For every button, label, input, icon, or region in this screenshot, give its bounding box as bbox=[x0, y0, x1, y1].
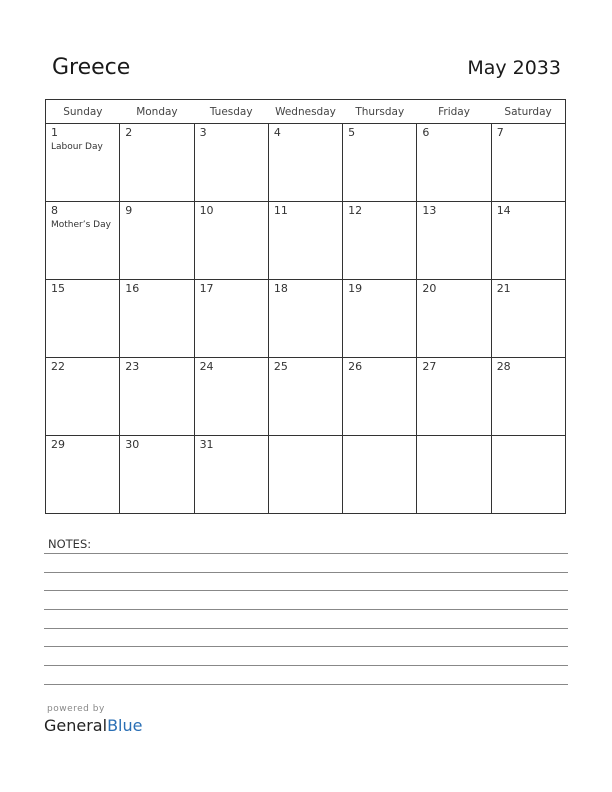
calendar-day-cell bbox=[343, 358, 417, 436]
day-number: 15 bbox=[51, 282, 65, 295]
calendar-week-row bbox=[46, 124, 566, 202]
note-line bbox=[44, 590, 568, 591]
day-number: 9 bbox=[125, 204, 133, 217]
calendar-day-cell bbox=[46, 436, 120, 514]
calendar-day-cell bbox=[46, 280, 120, 358]
notes-label: NOTES: bbox=[48, 537, 92, 551]
day-number: 31 bbox=[199, 438, 214, 451]
note-line bbox=[44, 553, 568, 554]
weekday-header: Monday bbox=[120, 100, 194, 124]
calendar-day-cell bbox=[268, 124, 342, 202]
calendar-day-cell bbox=[417, 202, 491, 280]
day-number: 26 bbox=[348, 360, 363, 373]
calendar-day-cell bbox=[417, 280, 491, 358]
note-line bbox=[44, 609, 568, 610]
day-number: 20 bbox=[422, 282, 437, 295]
note-line bbox=[44, 646, 568, 647]
day-number: 27 bbox=[422, 360, 437, 373]
month-year-title: May 2033 bbox=[467, 57, 561, 79]
day-number: 21 bbox=[496, 282, 511, 295]
calendar-day-cell bbox=[268, 202, 342, 280]
calendar-day-cell bbox=[120, 280, 194, 358]
day-number: 18 bbox=[273, 282, 288, 295]
calendar-day-cell bbox=[194, 280, 268, 358]
weekday-header: Thursday bbox=[343, 100, 417, 124]
day-number: 10 bbox=[199, 204, 214, 217]
calendar-day-cell bbox=[120, 436, 194, 514]
calendar-day-cell bbox=[417, 124, 491, 202]
calendar-week-row bbox=[46, 436, 566, 514]
calendar-day-cell bbox=[268, 280, 342, 358]
country-title: Greece bbox=[52, 55, 131, 80]
calendar-day-cell bbox=[343, 124, 417, 202]
calendar-day-cell bbox=[417, 436, 491, 514]
calendar-week-row bbox=[46, 358, 566, 436]
weekday-header-row bbox=[46, 100, 566, 124]
calendar-week-row bbox=[46, 280, 566, 358]
calendar-day-cell bbox=[46, 202, 120, 280]
calendar-day-cell bbox=[343, 280, 417, 358]
calendar-day-cell bbox=[417, 358, 491, 436]
weekday-header: Sunday bbox=[46, 100, 120, 124]
day-number: 22 bbox=[51, 360, 65, 373]
calendar-day-cell bbox=[46, 124, 120, 202]
day-number: 14 bbox=[496, 204, 511, 217]
calendar-day-cell bbox=[194, 436, 268, 514]
brand-logo bbox=[44, 716, 142, 735]
day-number: 6 bbox=[422, 126, 430, 139]
day-number: 8 bbox=[51, 204, 58, 217]
calendar-day-cell bbox=[194, 202, 268, 280]
note-line bbox=[44, 572, 568, 573]
calendar-day-cell bbox=[491, 202, 565, 280]
day-number: 12 bbox=[348, 204, 363, 217]
calendar-day-cell bbox=[491, 280, 565, 358]
calendar-day-cell bbox=[268, 358, 342, 436]
weekday-header: Tuesday bbox=[194, 100, 268, 124]
day-number: 2 bbox=[125, 126, 133, 139]
day-number: 24 bbox=[199, 360, 214, 373]
day-number: 3 bbox=[199, 126, 207, 139]
calendar-day-cell bbox=[120, 358, 194, 436]
calendar-day-cell bbox=[491, 436, 565, 514]
brand-general: General bbox=[44, 716, 108, 735]
calendar-day-cell bbox=[343, 436, 417, 514]
calendar-day-cell bbox=[120, 202, 194, 280]
day-number: 7 bbox=[496, 126, 504, 139]
holiday-label: Labour Day bbox=[51, 142, 103, 152]
brand-blue: Blue bbox=[107, 716, 143, 735]
calendar-day-cell bbox=[46, 358, 120, 436]
calendar-day-cell bbox=[120, 124, 194, 202]
calendar-week-row bbox=[46, 202, 566, 280]
day-number: 28 bbox=[496, 360, 511, 373]
day-number: 25 bbox=[273, 360, 288, 373]
day-number: 16 bbox=[125, 282, 140, 295]
day-number: 5 bbox=[348, 126, 356, 139]
day-number: 19 bbox=[348, 282, 363, 295]
weekday-header: Friday bbox=[417, 100, 491, 124]
day-number: 4 bbox=[273, 126, 281, 139]
day-number: 17 bbox=[199, 282, 214, 295]
calendar-day-cell bbox=[491, 358, 565, 436]
holiday-label: Mother’s Day bbox=[51, 220, 111, 230]
note-line bbox=[44, 628, 568, 629]
day-number: 23 bbox=[125, 360, 140, 373]
day-number: 29 bbox=[51, 438, 65, 451]
note-line bbox=[44, 665, 568, 666]
calendar-day-cell bbox=[194, 358, 268, 436]
weekday-header: Wednesday bbox=[268, 100, 342, 124]
calendar-day-cell bbox=[491, 124, 565, 202]
day-number: 30 bbox=[125, 438, 140, 451]
day-number: 11 bbox=[273, 204, 288, 217]
calendar-day-cell bbox=[194, 124, 268, 202]
day-number: 13 bbox=[422, 204, 437, 217]
powered-by-text: powered by bbox=[47, 704, 105, 714]
day-number: 1 bbox=[51, 126, 58, 139]
calendar-grid bbox=[45, 99, 566, 514]
weekday-header: Saturday bbox=[491, 100, 565, 124]
calendar-day-cell bbox=[343, 202, 417, 280]
note-line bbox=[44, 684, 568, 685]
calendar-day-cell bbox=[268, 436, 342, 514]
